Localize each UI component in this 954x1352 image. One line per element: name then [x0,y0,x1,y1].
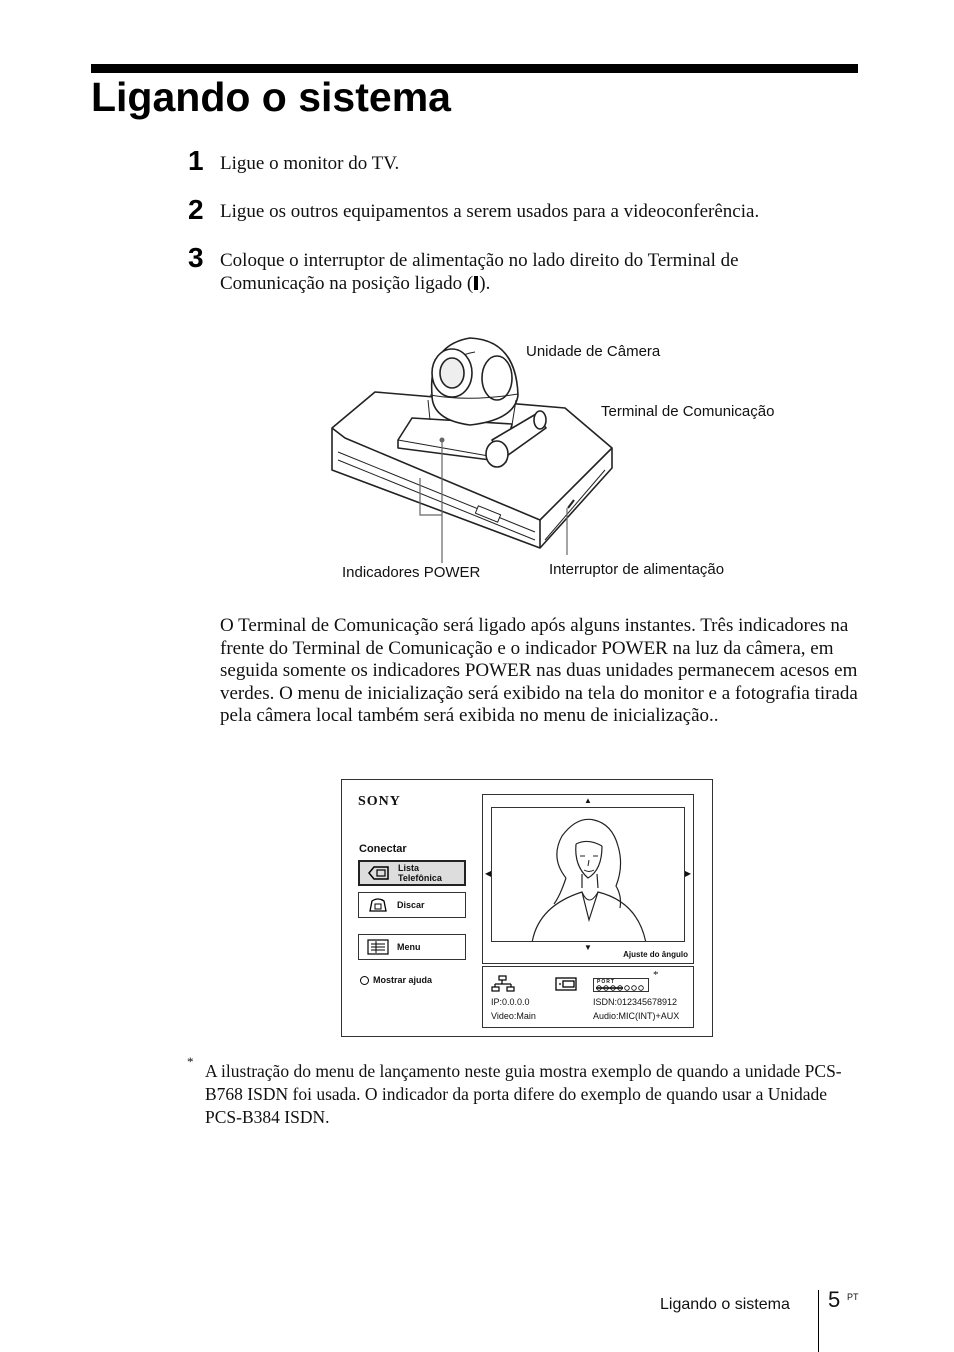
help-radio-icon [360,976,369,985]
phone-icon [367,897,389,913]
phonebook-button-label: Lista Telefônica [398,863,442,883]
status-panel [482,966,694,1028]
phonebook-icon [368,865,390,881]
camera-unit-label: Unidade de Câmera [526,343,661,360]
pan-left-arrow-icon[interactable]: ◀ [485,869,492,878]
communication-terminal-illustration [0,0,954,620]
step-1-text: Ligue o monitor do TV. [220,153,400,174]
isdn-number: ISDN:012345678912 [593,997,678,1007]
page-title: Ligando o sistema [91,74,451,120]
video-source: Video:Main [491,1011,536,1021]
connect-section-label: Conectar [359,843,407,855]
step-3-text-before: Coloque o interruptor de alimentação no lado direito do Terminal de Comunicação na posição ligado ( [220,250,739,294]
tilt-down-arrow-icon[interactable]: ▼ [584,943,592,952]
camera-preview-image [491,807,685,942]
step-1-number: 1 [188,145,204,176]
menu-list-icon [367,939,389,955]
footer-divider [818,1290,819,1352]
show-help-option[interactable] [360,975,432,985]
audio-source: Audio:MIC(INT)+AUX [593,1011,680,1021]
isdn-unit-icon [555,977,577,991]
port-footnote-mark: * [653,969,659,981]
page-language-suffix: PT [847,1292,859,1302]
ip-address: IP:0.0.0.0 [491,997,530,1007]
port-label: PORT [597,979,615,985]
menu-button-label: Menu [397,942,421,952]
brand-logo: SONY [358,794,401,809]
phonebook-button[interactable] [358,860,466,886]
step-2-text: Ligue os outros equipamentos a serem usados para a videoconferência. [220,201,760,222]
menu-button[interactable] [358,934,466,960]
startup-menu-screen [341,779,713,1037]
footer-section-title: Ligando o sistema [660,1296,790,1313]
page-number: 5 [828,1287,841,1312]
dial-button[interactable] [358,892,466,918]
camera-preview-panel[interactable] [482,794,694,964]
port-indicator [593,978,649,992]
step-3-text-after: ). [479,273,491,294]
terminal-label: Terminal de Comunicação [601,403,775,420]
body-paragraph: O Terminal de Comunicação será ligado após alguns instantes. Três indicadores na frente do Terminal de Comunicação e o indicador POWER na luz da câmera, em seguida somente os indicadores POWER nas duas unidades permanecem acesos em verdes. O menu de inicialização será exibido na tela do monitor e a fotografia tirada pela câmera local também será exibida no menu de inicialização.. [220,615,858,727]
footnote-text: A ilustração do menu de lançamento neste guia mostra exemplo de quando a unidade PCS-B768 ISDN foi usada. O indicador da porta difere do exemplo de quando usar a Unidade PCS-B384 ISDN. [205,1061,842,1127]
woman-portrait-icon [492,808,685,942]
pan-right-arrow-icon[interactable]: ▶ [684,869,691,878]
step-2-number: 2 [188,194,204,225]
step-3-number: 3 [188,242,204,273]
angle-adjust-label: Ajuste do ângulo [623,950,688,959]
tilt-up-arrow-icon[interactable]: ▲ [584,796,592,805]
network-icon [491,975,515,993]
power-switch-label: Interruptor de alimentação [549,561,725,578]
port-lamps-icon [596,985,648,991]
show-help-label: Mostrar ajuda [373,975,433,985]
dial-button-label: Discar [397,900,425,910]
footnote-mark: * [187,1054,194,1069]
power-indicators-label: Indicadores POWER [342,564,481,581]
